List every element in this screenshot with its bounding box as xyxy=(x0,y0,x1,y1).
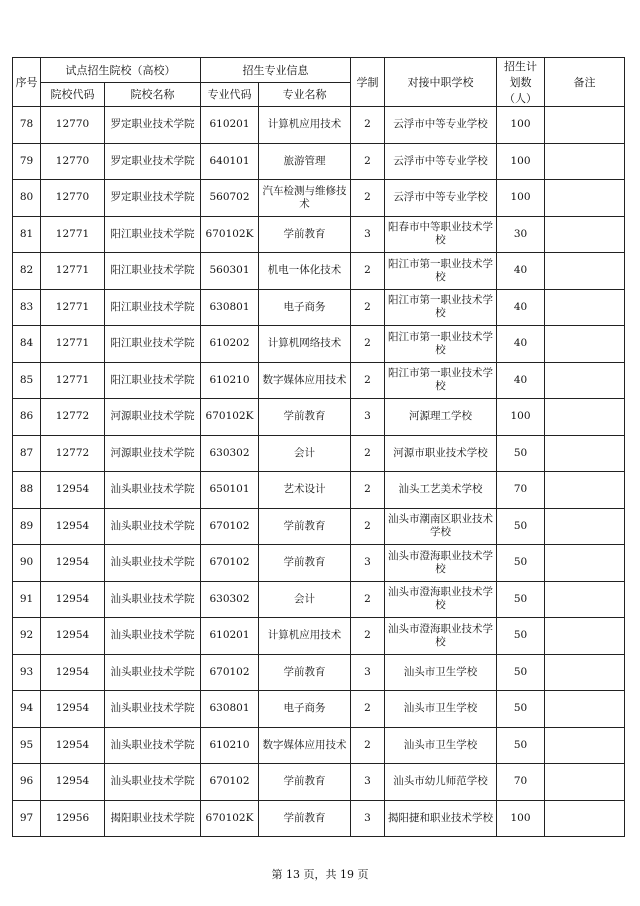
header-school-name: 院校名称 xyxy=(105,82,201,107)
cell-partner-school: 汕头市潮南区职业技术学校 xyxy=(385,508,497,545)
cell-school-code: 12954 xyxy=(41,654,105,691)
cell-remark xyxy=(545,107,625,144)
cell-seq: 86 xyxy=(13,399,41,436)
header-major-name: 专业名称 xyxy=(259,82,351,107)
cell-school-name: 阳江职业技术学院 xyxy=(105,326,201,363)
cell-seq: 96 xyxy=(13,764,41,801)
cell-seq: 81 xyxy=(13,216,41,253)
cell-school-name: 汕头职业技术学院 xyxy=(105,618,201,655)
cell-partner-school: 阳江市第一职业技术学校 xyxy=(385,326,497,363)
cell-duration: 2 xyxy=(351,581,385,618)
cell-major-name: 汽车检测与维修技术 xyxy=(259,180,351,217)
cell-partner-school: 阳江市第一职业技术学校 xyxy=(385,253,497,290)
cell-remark xyxy=(545,253,625,290)
table-row xyxy=(13,654,625,691)
cell-major-name: 学前教育 xyxy=(259,764,351,801)
cell-school-code: 12954 xyxy=(41,691,105,728)
cell-school-name: 汕头职业技术学院 xyxy=(105,727,201,764)
cell-seq: 84 xyxy=(13,326,41,363)
cell-major-name: 旅游管理 xyxy=(259,143,351,180)
header-partner-school: 对接中职学校 xyxy=(385,58,497,107)
cell-school-code: 12954 xyxy=(41,545,105,582)
cell-duration: 2 xyxy=(351,691,385,728)
table-row xyxy=(13,253,625,290)
cell-plan: 40 xyxy=(497,253,545,290)
cell-remark xyxy=(545,691,625,728)
cell-major-name: 艺术设计 xyxy=(259,472,351,509)
cell-remark xyxy=(545,180,625,217)
cell-school-name: 河源职业技术学院 xyxy=(105,435,201,472)
cell-plan: 50 xyxy=(497,435,545,472)
cell-plan: 40 xyxy=(497,326,545,363)
table-row xyxy=(13,399,625,436)
cell-plan: 50 xyxy=(497,508,545,545)
table-row xyxy=(13,180,625,217)
cell-partner-school: 汕头市卫生学校 xyxy=(385,691,497,728)
cell-partner-school: 云浮市中等专业学校 xyxy=(385,107,497,144)
cell-duration: 2 xyxy=(351,362,385,399)
cell-school-code: 12954 xyxy=(41,508,105,545)
cell-school-name: 汕头职业技术学院 xyxy=(105,654,201,691)
cell-seq: 80 xyxy=(13,180,41,217)
cell-partner-school: 汕头市卫生学校 xyxy=(385,727,497,764)
table-row xyxy=(13,727,625,764)
cell-major-code: 610210 xyxy=(201,362,259,399)
table-header xyxy=(13,58,625,107)
cell-plan: 100 xyxy=(497,180,545,217)
table-row xyxy=(13,545,625,582)
cell-remark xyxy=(545,289,625,326)
table-body xyxy=(13,107,625,837)
table-row xyxy=(13,472,625,509)
cell-major-name: 数字媒体应用技术 xyxy=(259,727,351,764)
cell-major-name: 计算机应用技术 xyxy=(259,107,351,144)
cell-school-code: 12954 xyxy=(41,581,105,618)
table-row xyxy=(13,143,625,180)
cell-seq: 79 xyxy=(13,143,41,180)
cell-duration: 2 xyxy=(351,289,385,326)
cell-plan: 50 xyxy=(497,581,545,618)
enrollment-table xyxy=(12,57,625,837)
cell-duration: 2 xyxy=(351,727,385,764)
cell-duration: 3 xyxy=(351,545,385,582)
cell-duration: 3 xyxy=(351,764,385,801)
cell-major-code: 630801 xyxy=(201,691,259,728)
cell-seq: 97 xyxy=(13,800,41,837)
cell-plan: 30 xyxy=(497,216,545,253)
cell-school-code: 12771 xyxy=(41,362,105,399)
cell-partner-school: 汕头市幼儿师范学校 xyxy=(385,764,497,801)
cell-plan: 100 xyxy=(497,143,545,180)
cell-remark xyxy=(545,472,625,509)
cell-remark xyxy=(545,326,625,363)
table-row xyxy=(13,691,625,728)
cell-major-name: 数字媒体应用技术 xyxy=(259,362,351,399)
cell-remark xyxy=(545,800,625,837)
cell-major-code: 610210 xyxy=(201,727,259,764)
cell-school-code: 12954 xyxy=(41,727,105,764)
cell-school-code: 12954 xyxy=(41,764,105,801)
cell-major-code: 670102 xyxy=(201,508,259,545)
cell-duration: 2 xyxy=(351,472,385,509)
cell-major-code: 640101 xyxy=(201,143,259,180)
cell-plan: 70 xyxy=(497,764,545,801)
cell-major-name: 学前教育 xyxy=(259,654,351,691)
cell-seq: 82 xyxy=(13,253,41,290)
cell-major-name: 学前教育 xyxy=(259,399,351,436)
cell-major-name: 计算机应用技术 xyxy=(259,618,351,655)
cell-plan: 40 xyxy=(497,362,545,399)
cell-major-name: 学前教育 xyxy=(259,800,351,837)
table-row xyxy=(13,764,625,801)
cell-duration: 2 xyxy=(351,143,385,180)
cell-school-name: 罗定职业技术学院 xyxy=(105,180,201,217)
cell-partner-school: 阳江市第一职业技术学校 xyxy=(385,362,497,399)
cell-remark xyxy=(545,581,625,618)
cell-partner-school: 汕头市澄海职业技术学校 xyxy=(385,581,497,618)
cell-seq: 89 xyxy=(13,508,41,545)
cell-major-code: 610201 xyxy=(201,618,259,655)
header-seq: 序号 xyxy=(13,58,41,107)
cell-duration: 2 xyxy=(351,107,385,144)
table-row xyxy=(13,362,625,399)
cell-remark xyxy=(545,654,625,691)
cell-seq: 92 xyxy=(13,618,41,655)
cell-plan: 50 xyxy=(497,545,545,582)
cell-plan: 100 xyxy=(497,800,545,837)
cell-major-name: 电子商务 xyxy=(259,289,351,326)
cell-school-name: 汕头职业技术学院 xyxy=(105,691,201,728)
cell-major-code: 610201 xyxy=(201,107,259,144)
cell-major-code: 630302 xyxy=(201,435,259,472)
header-remarks: 备注 xyxy=(545,58,625,107)
cell-major-code: 630801 xyxy=(201,289,259,326)
table-row xyxy=(13,107,625,144)
cell-major-code: 610202 xyxy=(201,326,259,363)
cell-partner-school: 汕头市卫生学校 xyxy=(385,654,497,691)
cell-remark xyxy=(545,764,625,801)
cell-partner-school: 阳江市第一职业技术学校 xyxy=(385,289,497,326)
cell-seq: 90 xyxy=(13,545,41,582)
cell-major-code: 650101 xyxy=(201,472,259,509)
cell-school-name: 罗定职业技术学院 xyxy=(105,107,201,144)
header-major-code: 专业代码 xyxy=(201,82,259,107)
table-row xyxy=(13,326,625,363)
cell-partner-school: 阳春市中等职业技术学校 xyxy=(385,216,497,253)
header-duration: 学制 xyxy=(351,58,385,107)
cell-major-name: 会计 xyxy=(259,435,351,472)
cell-school-name: 罗定职业技术学院 xyxy=(105,143,201,180)
cell-plan: 70 xyxy=(497,472,545,509)
cell-major-name: 学前教育 xyxy=(259,545,351,582)
cell-major-code: 670102K xyxy=(201,800,259,837)
table-row xyxy=(13,508,625,545)
cell-duration: 2 xyxy=(351,253,385,290)
cell-partner-school: 汕头工艺美术学校 xyxy=(385,472,497,509)
cell-seq: 94 xyxy=(13,691,41,728)
cell-seq: 83 xyxy=(13,289,41,326)
cell-school-name: 汕头职业技术学院 xyxy=(105,581,201,618)
cell-duration: 2 xyxy=(351,508,385,545)
cell-school-name: 阳江职业技术学院 xyxy=(105,289,201,326)
cell-duration: 2 xyxy=(351,435,385,472)
cell-major-name: 计算机网络技术 xyxy=(259,326,351,363)
cell-school-name: 汕头职业技术学院 xyxy=(105,472,201,509)
cell-school-code: 12770 xyxy=(41,107,105,144)
cell-duration: 3 xyxy=(351,800,385,837)
cell-remark xyxy=(545,508,625,545)
cell-major-name: 机电一体化技术 xyxy=(259,253,351,290)
cell-major-name: 电子商务 xyxy=(259,691,351,728)
header-pilot-school-group: 试点招生院校（高校） xyxy=(41,58,201,83)
cell-school-code: 12771 xyxy=(41,253,105,290)
cell-plan: 50 xyxy=(497,618,545,655)
cell-partner-school: 河源理工学校 xyxy=(385,399,497,436)
cell-duration: 2 xyxy=(351,326,385,363)
cell-remark xyxy=(545,143,625,180)
cell-remark xyxy=(545,362,625,399)
cell-school-name: 阳江职业技术学院 xyxy=(105,253,201,290)
header-school-code: 院校代码 xyxy=(41,82,105,107)
cell-major-code: 670102 xyxy=(201,654,259,691)
cell-remark xyxy=(545,216,625,253)
cell-partner-school: 汕头市澄海职业技术学校 xyxy=(385,618,497,655)
cell-seq: 87 xyxy=(13,435,41,472)
cell-remark xyxy=(545,399,625,436)
cell-seq: 78 xyxy=(13,107,41,144)
cell-major-name: 会计 xyxy=(259,581,351,618)
cell-remark xyxy=(545,435,625,472)
cell-plan: 50 xyxy=(497,691,545,728)
cell-remark xyxy=(545,545,625,582)
cell-school-code: 12772 xyxy=(41,435,105,472)
cell-school-name: 汕头职业技术学院 xyxy=(105,764,201,801)
cell-school-name: 河源职业技术学院 xyxy=(105,399,201,436)
cell-plan: 100 xyxy=(497,107,545,144)
page-number: 第 13 页，共 19 页 xyxy=(271,868,369,881)
cell-major-code: 670102K xyxy=(201,399,259,436)
cell-seq: 88 xyxy=(13,472,41,509)
header-plan: 招生计划数（人） xyxy=(497,58,545,107)
cell-duration: 3 xyxy=(351,399,385,436)
cell-partner-school: 河源市职业技术学校 xyxy=(385,435,497,472)
header-major-info-group: 招生专业信息 xyxy=(201,58,351,83)
cell-seq: 95 xyxy=(13,727,41,764)
cell-school-code: 12772 xyxy=(41,399,105,436)
cell-school-code: 12770 xyxy=(41,143,105,180)
table-row xyxy=(13,435,625,472)
cell-school-code: 12771 xyxy=(41,216,105,253)
cell-duration: 2 xyxy=(351,618,385,655)
cell-partner-school: 揭阳捷和职业技术学校 xyxy=(385,800,497,837)
cell-partner-school: 云浮市中等专业学校 xyxy=(385,143,497,180)
table-row xyxy=(13,618,625,655)
cell-school-code: 12771 xyxy=(41,289,105,326)
cell-school-name: 阳江职业技术学院 xyxy=(105,216,201,253)
cell-remark xyxy=(545,727,625,764)
cell-major-code: 670102K xyxy=(201,216,259,253)
cell-school-name: 汕头职业技术学院 xyxy=(105,508,201,545)
cell-major-code: 560301 xyxy=(201,253,259,290)
cell-remark xyxy=(545,618,625,655)
cell-school-code: 12956 xyxy=(41,800,105,837)
cell-major-name: 学前教育 xyxy=(259,508,351,545)
cell-duration: 3 xyxy=(351,216,385,253)
table-row xyxy=(13,289,625,326)
cell-plan: 50 xyxy=(497,727,545,764)
cell-plan: 100 xyxy=(497,399,545,436)
cell-major-code: 670102 xyxy=(201,545,259,582)
cell-school-code: 12954 xyxy=(41,618,105,655)
cell-seq: 91 xyxy=(13,581,41,618)
cell-major-code: 560702 xyxy=(201,180,259,217)
cell-major-name: 学前教育 xyxy=(259,216,351,253)
cell-school-code: 12770 xyxy=(41,180,105,217)
table-row xyxy=(13,581,625,618)
cell-partner-school: 云浮市中等专业学校 xyxy=(385,180,497,217)
cell-school-code: 12771 xyxy=(41,326,105,363)
cell-partner-school: 汕头市澄海职业技术学校 xyxy=(385,545,497,582)
cell-school-name: 汕头职业技术学院 xyxy=(105,545,201,582)
cell-plan: 40 xyxy=(497,289,545,326)
cell-school-name: 揭阳职业技术学院 xyxy=(105,800,201,837)
cell-duration: 3 xyxy=(351,654,385,691)
cell-duration: 2 xyxy=(351,180,385,217)
cell-plan: 50 xyxy=(497,654,545,691)
cell-seq: 93 xyxy=(13,654,41,691)
cell-school-code: 12954 xyxy=(41,472,105,509)
cell-school-name: 阳江职业技术学院 xyxy=(105,362,201,399)
cell-major-code: 630302 xyxy=(201,581,259,618)
cell-seq: 85 xyxy=(13,362,41,399)
table-row xyxy=(13,216,625,253)
cell-major-code: 670102 xyxy=(201,764,259,801)
table-row xyxy=(13,800,625,837)
